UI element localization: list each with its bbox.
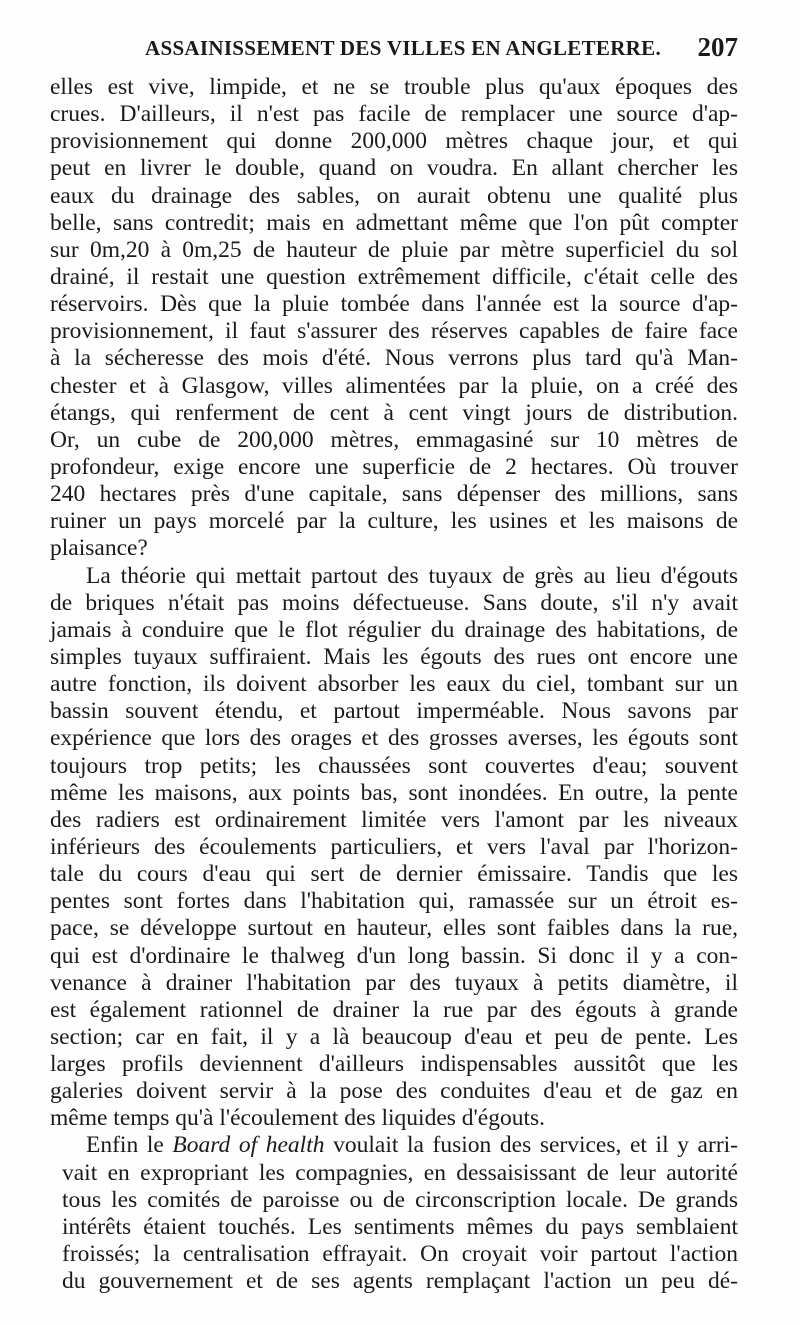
text-line: ruiner un pays morcelé par la culture, les usines et les maisons de [50, 508, 738, 535]
paragraph-end-line: plaisance? [50, 535, 148, 562]
text-line: expérience que lors des orages et des grosses averses, les égouts sont [50, 725, 738, 752]
text-line: belle, sans contredit; mais en admettant même que l'on pût compter [50, 209, 738, 236]
text-line: elles est vive, limpide, et ne se trouble plus qu'aux époques des [50, 74, 738, 100]
page-number: 207 [697, 32, 738, 62]
text-line: drainé, il restait une question extrêmement difficile, c'était celle des [50, 263, 738, 290]
text-line: provisionnement, il faut s'assurer des réserves capables de faire face [50, 318, 738, 345]
text-line: crues. D'ailleurs, il n'est pas facile de remplacer une source d'ap- [50, 101, 738, 128]
text-line: peut en livrer le double, quand on voudra. En allant chercher les [50, 155, 738, 182]
text-line: à la sécheresse des mois d'été. Nous verrons plus tard qu'à Man- [50, 345, 738, 372]
text-line: même les maisons, aux points bas, sont inondées. En outre, la pente [50, 779, 738, 806]
text-line: du gouvernement et de ses agents remplaçant l'action un peu dé- [62, 1268, 738, 1295]
text-line: larges profils deviennent d'ailleurs indispensables aussitôt que les [50, 1051, 738, 1078]
text-line: intérêts étaient touchés. Les sentiments mêmes du pays semblaient [62, 1213, 738, 1240]
text-line: eaux du drainage des sables, on aurait obtenu une qualité plus [50, 182, 738, 209]
text-line: simples tuyaux suffiraient. Mais les égouts des rues ont encore une [50, 643, 738, 670]
paragraph-end-line: même temps qu'à l'écoulement des liquides d'égouts. [50, 1105, 545, 1132]
text-line: venance à drainer l'habitation par des tuyaux à petits diamètre, il [50, 969, 738, 996]
text-line: sur 0m,20 à 0m,25 de hauteur de pluie par mètre superficiel du sol [50, 236, 738, 263]
paragraph-start-line: Enfin le Board of health voulait la fusion des services, et il y arri- [86, 1132, 738, 1159]
text-line: bassin souvent étendu, et partout imperméable. Nous savons par [50, 698, 738, 725]
text-line: provisionnement qui donne 200,000 mètres chaque jour, et qui [50, 128, 738, 155]
text-line: toujours trop petits; les chaussées sont couvertes d'eau; souvent [50, 752, 738, 779]
text-line: tous les comités de paroisse ou de circonscription locale. De grands [62, 1186, 738, 1213]
italic-title: Board of health [172, 1132, 325, 1159]
text-line: jamais à conduire que le flot régulier du drainage des habitations, de [50, 616, 738, 643]
body-text [50, 74, 738, 1295]
text-line: profondeur, exige encore une superficie de 2 hectares. Où trouver [50, 453, 738, 480]
running-title: ASSAINISSEMENT DES VILLES EN ANGLETERRE. [145, 36, 661, 60]
text-line: inférieurs des écoulements particuliers, et vers l'aval par l'horizon- [50, 833, 738, 860]
text-line: 240 hectares près d'une capitale, sans dépenser des millions, sans [50, 481, 738, 508]
text-line: de briques n'était pas moins défectueuse. Sans doute, s'il n'y avait [50, 589, 738, 616]
text-line: section; car en fait, il y a là beaucoup d'eau et peu de pente. Les [50, 1023, 738, 1050]
text-line: tale du cours d'eau qui sert de dernier émissaire. Tandis que les [50, 861, 738, 888]
text-line: étangs, qui renferment de cent à cent vingt jours de distribution. [50, 399, 738, 426]
text-line: galeries doivent servir à la pose des conduites d'eau et de gaz en [50, 1078, 738, 1105]
running-header [50, 30, 738, 64]
text-line: réservoirs. Dès que la pluie tombée dans l'année est la source d'ap- [50, 291, 738, 318]
text-line: vait en expropriant les compagnies, en dessaisissant de leur autorité [62, 1159, 738, 1186]
text-line: Or, un cube de 200,000 mètres, emmagasiné sur 10 mètres de [50, 426, 738, 453]
text-line: autre fonction, ils doivent absorber les eaux du ciel, tombant sur un [50, 671, 738, 698]
paragraph-start-line: La théorie qui mettait partout des tuyaux de grès au lieu d'égouts [86, 562, 738, 589]
text-line: pace, se développe surtout en hauteur, elles sont faibles dans la rue, [50, 915, 738, 942]
text-line: est également rationnel de drainer la rue par des égouts à grande [50, 996, 738, 1023]
text-line: chester et à Glasgow, villes alimentées par la pluie, on a créé des [50, 372, 738, 399]
text-line: qui est d'ordinaire le thalweg d'un long bassin. Si donc il y a con- [50, 942, 738, 969]
text-line: pentes sont fortes dans l'habitation qui, ramassée sur un étroit es- [50, 888, 738, 915]
text-line: froissés; la centralisation effrayait. On croyait voir partout l'action [62, 1241, 738, 1268]
text-line: des radiers est ordinairement limitée vers l'amont par les niveaux [50, 806, 738, 833]
